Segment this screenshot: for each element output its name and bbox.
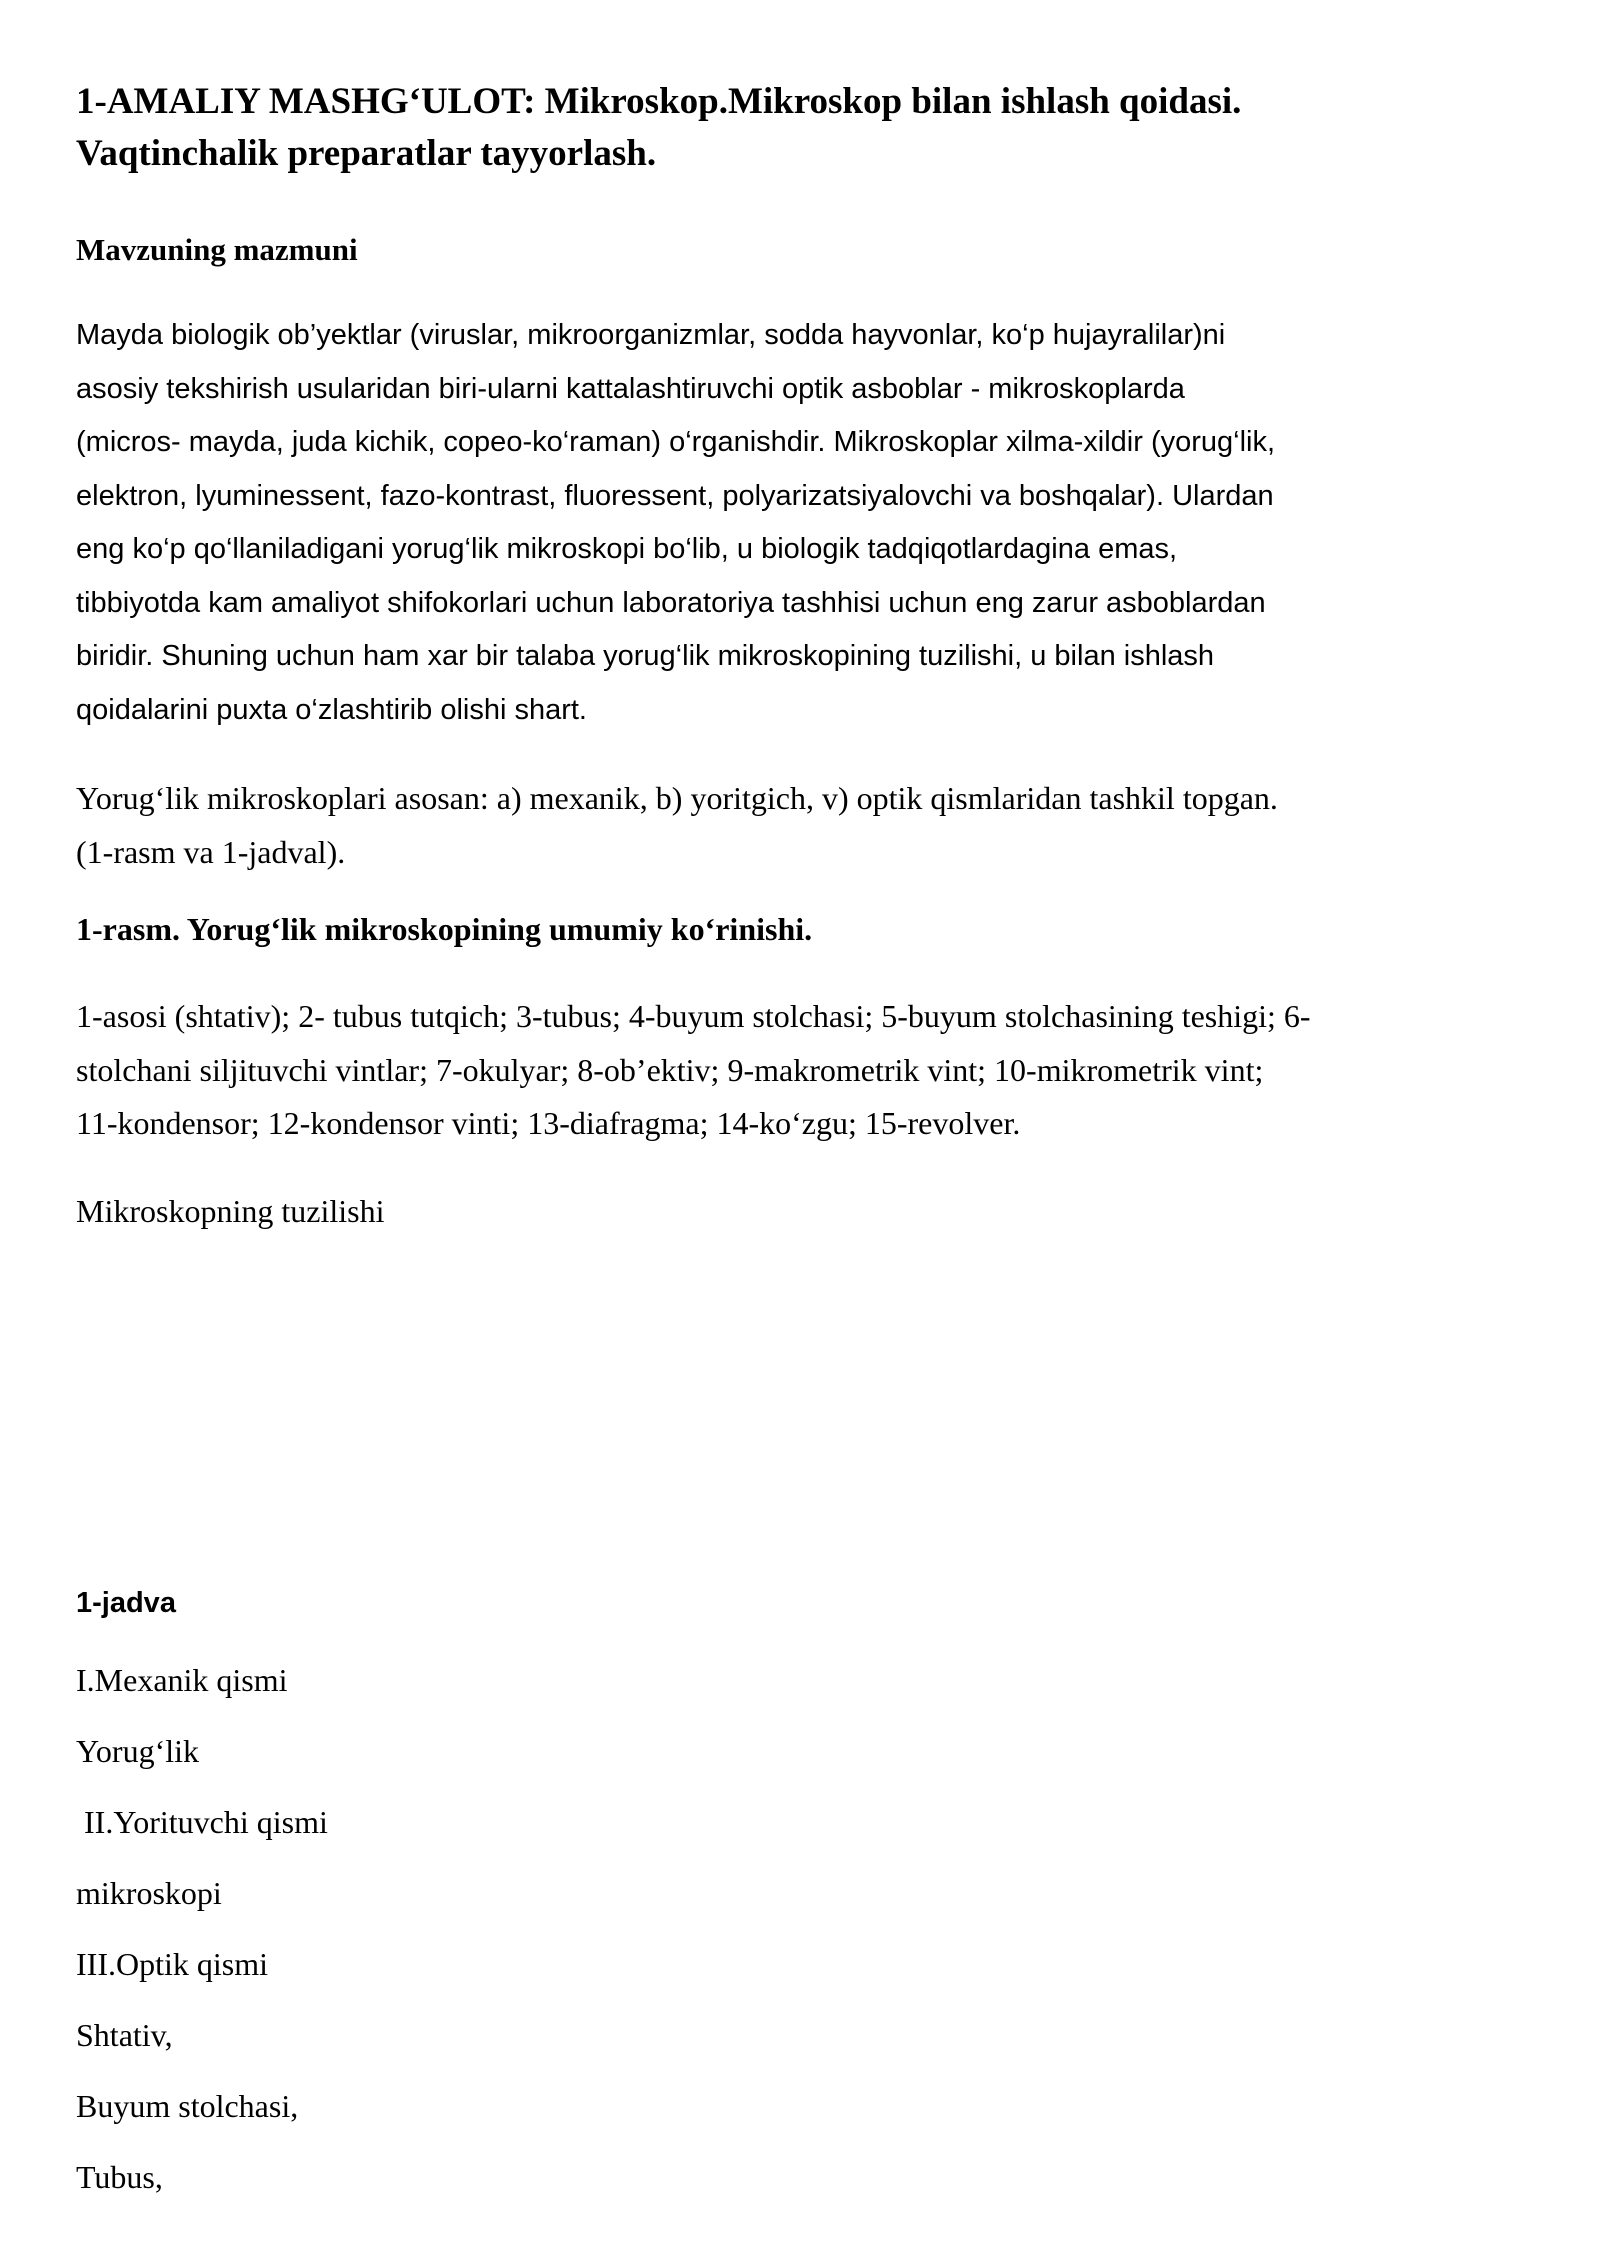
list-item: I.Mexanik qismi bbox=[76, 1662, 288, 1698]
paragraph-line: biridir. Shuning uchun ham xar bir talaba yorug‘lik mikroskopining tuzilishi, u bilan ishlash bbox=[76, 640, 1215, 672]
list-item: II.Yorituvchi qismi bbox=[76, 1804, 328, 1840]
table-item-list bbox=[76, 1658, 328, 2226]
section-heading: Mavzuning mazmuni bbox=[76, 232, 358, 267]
figure-legend bbox=[76, 990, 1576, 1151]
paragraph-line: Yorug‘lik mikroskoplari asosan: a) mexanik, b) yoritgich, v) optik qismlaridan tashkil topgan. bbox=[76, 780, 1278, 816]
list-item: Shtativ, bbox=[76, 2017, 173, 2053]
parts-paragraph bbox=[76, 772, 1576, 879]
structure-label bbox=[76, 1185, 1576, 1239]
paragraph-line: (micros- mayda, juda kichik, copeo-ko‘raman) o‘rganishdir. Mikroskoplar xilma-xildir (yorug‘lik, bbox=[76, 426, 1276, 458]
paragraph-line: (1-rasm va 1-jadval). bbox=[76, 833, 346, 870]
table-title: 1-jadva bbox=[76, 1587, 176, 1619]
legend-line: 1-asosi (shtativ); 2- tubus tutqich; 3-tubus; 4-buyum stolchasi; 5-buyum stolchasining teshigi; 6- bbox=[76, 998, 1311, 1034]
paragraph-line: elektron, lyuminessent, fazo-kontrast, fluoressent, polyarizatsiyalovchi va boshqalar). Ulardan bbox=[76, 479, 1274, 512]
title-line: 1-AMALIY MASHG‘ULOT: Mikroskop.Mikroskop bilan ishlash qoidasi. bbox=[76, 81, 1242, 122]
list-item: Yorug‘lik bbox=[76, 1733, 199, 1769]
list-item: mikroskopi bbox=[76, 1875, 222, 1911]
list-item: III.Optik qismi bbox=[76, 1946, 268, 1982]
list-item: Buyum stolchasi, bbox=[76, 2088, 299, 2124]
legend-line: 11-kondensor; 12-kondensor vinti; 13-diafragma; 14-ko‘zgu; 15-revolver. bbox=[76, 1105, 1021, 1141]
list-item: Tubus, bbox=[76, 2159, 163, 2195]
paragraph-line: tibbiyotda kam amaliyot shifokorlari uchun laboratoriya tashhisi uchun eng zarur asboblardan bbox=[76, 586, 1266, 619]
structure-label-text: Mikroskopning tuzilishi bbox=[76, 1193, 385, 1229]
figure-caption: 1-rasm. Yorug‘lik mikroskopining umumiy ko‘rinishi. bbox=[76, 911, 813, 947]
paragraph-line: qoidalarini puxta o‘zlashtirib olishi shart. bbox=[76, 693, 587, 726]
intro-paragraph bbox=[76, 309, 1576, 737]
paragraph-line: asosiy tekshirish usularidan biri-ularni kattalashtiruvchi optik asboblar - mikroskoplarda bbox=[76, 372, 1185, 405]
title-line: Vaqtinchalik preparatlar tayyorlash. bbox=[76, 133, 657, 174]
paragraph-line: Mayda biologik ob’yektlar (viruslar, mikroorganizmlar, sodda hayvonlar, ko‘p hujayralilar)ni bbox=[76, 319, 1226, 351]
page-title bbox=[76, 76, 1556, 180]
paragraph-line: eng ko‘p qo‘llaniladigani yorug‘lik mikroskopi bo‘lib, u biologik tadqiqotlardagina emas, bbox=[76, 533, 1178, 565]
legend-line: stolchani siljituvchi vintlar; 7-okulyar; 8-ob’ektiv; 9-makrometrik vint; 10-mikrometrik vint; bbox=[76, 1051, 1264, 1088]
